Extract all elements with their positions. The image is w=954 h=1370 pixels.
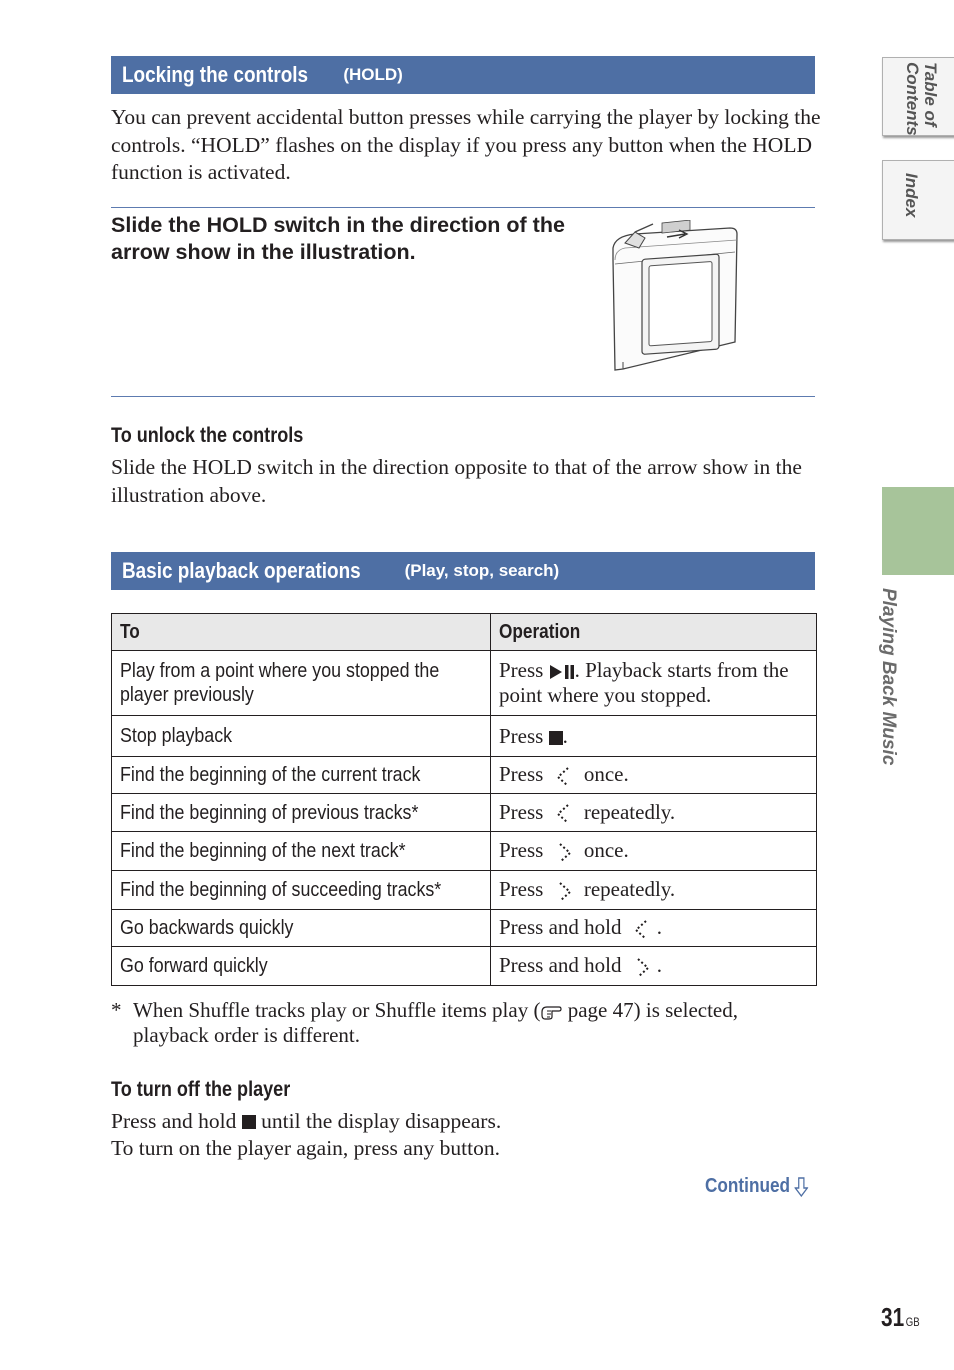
turnoff-line2: To turn on the player again, press any button. <box>111 1136 500 1160</box>
turnoff-line1: Press and hold until the display disappears. <box>111 1109 502 1133</box>
section-header-playback <box>111 552 815 590</box>
table-row <box>112 871 817 910</box>
table-cell-operation: Press . <box>491 716 817 757</box>
table-cell-operation: Press once. <box>491 832 817 871</box>
divider-top <box>111 207 815 208</box>
tab-index[interactable] <box>882 160 954 240</box>
player-hold-illustration <box>605 220 745 375</box>
table-row <box>112 757 817 794</box>
play-pause-icon <box>549 664 575 680</box>
unlock-heading: To unlock the controls <box>111 424 304 447</box>
table-cell-to: Find the beginning of previous tracks* <box>112 794 491 832</box>
footnote-text-after: page 47) is selected, playback order is different. <box>133 998 738 1047</box>
table-cell-operation: Press repeatedly. <box>491 794 817 832</box>
table-row <box>112 716 817 757</box>
next-icon <box>549 842 579 864</box>
previous-icon <box>549 766 579 788</box>
hold-instruction: Slide the HOLD switch in the direction of the arrow show in the illustration. <box>111 213 565 264</box>
turnoff-heading: To turn off the player <box>111 1078 291 1101</box>
table-cell-to: Find the beginning of the current track <box>112 757 491 794</box>
table-row <box>112 794 817 832</box>
table-header-to: To <box>112 614 491 651</box>
unlock-text: Slide the HOLD switch in the direction opposite to that of the arrow show in the illustration above. <box>111 455 802 507</box>
table-header-operation: Operation <box>491 614 817 651</box>
table-cell-to: Go forward quickly <box>112 947 491 986</box>
table-cell-to: Go backwards quickly <box>112 910 491 947</box>
operations-table <box>111 613 817 986</box>
table-cell-to: Find the beginning of the next track* <box>112 832 491 871</box>
next-icon <box>627 957 657 979</box>
continued-link[interactable]: Continued <box>705 1175 809 1198</box>
tab-label: Index <box>902 173 921 218</box>
intro-paragraph: You can prevent accidental button presses while carrying the player by locking the controls. “HOLD” flashes on the display if you press any button when the HOLD function is activated. <box>111 105 821 184</box>
previous-icon <box>549 803 579 825</box>
divider-bottom <box>111 396 815 397</box>
table-cell-to: Play from a point where you stopped the player previously <box>112 651 491 716</box>
table-row <box>112 947 817 986</box>
section-header-locking <box>111 56 815 94</box>
table-cell-operation: Press once. <box>491 757 817 794</box>
pointing-hand-icon <box>540 1003 562 1021</box>
table-cell-operation: Press and hold . <box>491 947 817 986</box>
table-row <box>112 832 817 871</box>
table-cell-to: Stop playback <box>112 716 491 757</box>
section-title: Locking the controls <box>122 62 309 87</box>
table-row <box>112 651 817 716</box>
previous-icon <box>627 919 657 941</box>
table-header-row <box>112 614 817 651</box>
footnote-mark: * <box>111 998 122 1022</box>
section-title-suffix: (HOLD) <box>343 65 403 84</box>
arrow-down-icon <box>795 1177 809 1197</box>
table-cell-operation: Press repeatedly. <box>491 871 817 910</box>
section-title: Basic playback operations <box>122 558 361 583</box>
stop-icon <box>549 731 563 745</box>
next-icon <box>549 881 579 903</box>
table-row <box>112 910 817 947</box>
page-number: 31 GB <box>881 1302 920 1332</box>
stop-icon <box>242 1115 256 1129</box>
tab-label: Table of Contents <box>903 62 940 136</box>
table-cell-operation: Press and hold . <box>491 910 817 947</box>
tab-table-of-contents[interactable] <box>882 57 954 136</box>
section-marker <box>882 487 954 575</box>
footnote <box>111 998 811 1048</box>
table-cell-to: Find the beginning of succeeding tracks* <box>112 871 491 910</box>
footnote-text: When Shuffle tracks play or Shuffle items play ( <box>133 998 541 1022</box>
table-cell-operation: Press . Playback starts from the point where you stopped. <box>491 651 817 716</box>
section-side-label: Playing Back Music <box>878 588 899 766</box>
section-title-suffix: (Play, stop, search) <box>404 561 560 580</box>
